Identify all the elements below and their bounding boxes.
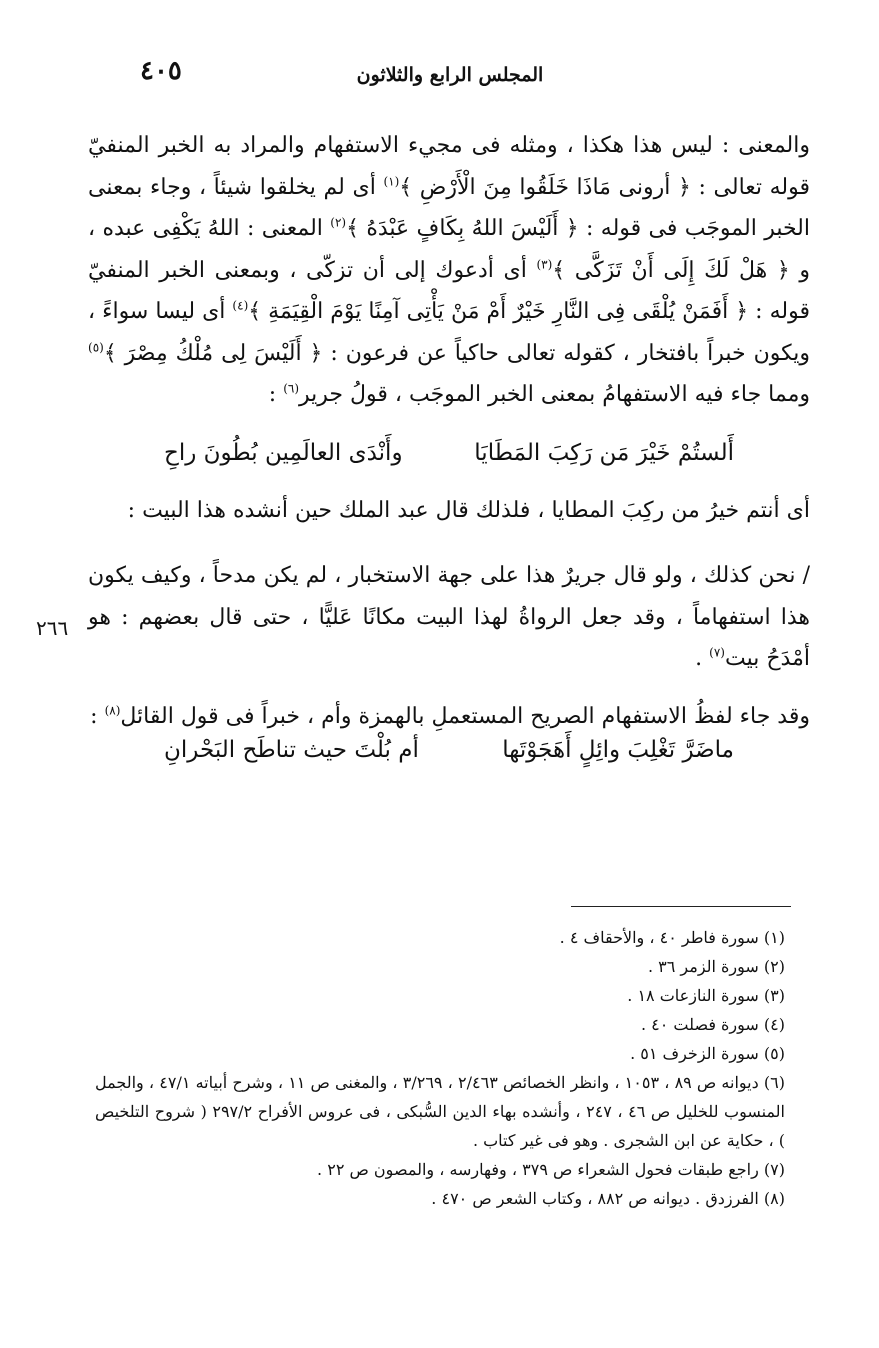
verse-line (164, 737, 734, 763)
text-segment: والمعنى : ليس هذا هكذا ، ومثله فى مجيء الاستفهام والمراد به الخبر المنفيّ قوله تعالى : ﴿ أرونى مَاذَا خَلَقُوا مِنَ الْأَرْضِ ﴾ (88, 133, 810, 200)
text-segment: / نحن كذلك ، ولو قال جريرٌ هذا على جهة الاستخبار ، لم يكن مدحاً ، وكيف يكون هذا استفهاماً ، وقد جعل الرواةُ لهذا البيت مكانًا عَليًّا ، حتى قال بعضهم : هو أمْدَحُ بيت (88, 563, 811, 671)
footnote-item: (٣) سورة النازعات ١٨ . (627, 986, 785, 1005)
verse-hemistich-first: أَلستُمْ خَيْرَ مَن رَكِبَ المَطَايَا (474, 439, 734, 466)
footnote-item: (٤) سورة فصلت ٤٠ . (640, 1015, 785, 1034)
text-segment: : (90, 703, 105, 729)
paragraph (88, 555, 810, 680)
footnote-divider (571, 906, 791, 907)
verse-hemistich-first: ماضَرَّ تَغْلِبَ وائِلٍ أَهَجَوْتَها (502, 737, 734, 763)
text-segment: وقد جاء لفظُ الاستفهام الصريح المستعملِ بالهمزة وأم ، خبراً فى قول القائل (120, 703, 810, 729)
text-segment: أى أنتم خيرُ من ركِبَ المطايا ، فلذلك قال عبد الملك حين أنشده هذا البيت : (127, 497, 810, 523)
page-number: ٤٠٥ (140, 56, 182, 86)
text-segment: . (695, 646, 710, 671)
margin-page-reference: ٢٦٦ (36, 616, 69, 640)
text-segment: أى أدعوك إلى أن تزكّى ، وبمعنى الخبر المنفيّ قوله : ﴿ أَفَمَنْ يُلْقَى فِى النَّارِ خَيْرٌ أَمْ مَنْ يَأْتِى آمِنًا يَوْمَ الْقِيَمَةِ ﴾ (88, 257, 810, 324)
verse-hemistich-second: وأَنْدَى العالَمِين بُطُونَ راحِ (164, 439, 403, 466)
footnote-ref[interactable]: (٦) (283, 381, 300, 396)
running-title: المجلس الرابع والثلاثون (356, 64, 544, 86)
footnote-ref[interactable]: (٣) (536, 257, 553, 272)
text-segment: أى لم يخلقوا شيئاً ، وجاء بمعنى الخبر الموجَب فى قوله : ﴿ أَلَيْسَ اللهُ بِكَافٍ عَبْدَهُ ﴾ (88, 174, 810, 241)
footnote-ref[interactable]: (٨) (104, 703, 121, 718)
text-segment: المعنى : اللهُ يَكْفِى عبده ، و ﴿ هَلْ لَكَ إِلَى أَنْ تَزَكَّى ﴾ (88, 216, 810, 283)
footnote-item: (٥) سورة الزخرف ٥١ . (630, 1044, 785, 1063)
page-header (100, 50, 800, 94)
footnote-item: (٢) سورة الزمر ٣٦ . (647, 957, 785, 976)
footnote-item: (٦) ديوانه ص ٨٩ ، ١٠٥٣ ، وانظر الخصائص ٢/٤٦٣ ، ٣/٢٦٩ ، والمغنى ص ١١ ، وشرح أبياته ٤٧/١ ، والجمل المنسوب للخليل ص ٤٦ ، ٢٤٧ ، وأنشده بهاء الدين السُّبكى ، فى عروس الأفراح ٢٩٧/٢ ( شروح التلخيص ) ، حكاية عن ابن الشجرى . وهو فى غير كتاب . (95, 1073, 786, 1150)
main-text (88, 125, 810, 763)
footnote-ref[interactable]: (١) (383, 174, 400, 189)
footnote-item: (٧) راجع طبقات فحول الشعراء ص ٣٧٩ ، وفهارسه ، والمصون ص ٢٢ . (317, 1160, 785, 1179)
footnotes-list (95, 923, 785, 1213)
footnote-item: (٨) الفرزدق . ديوانه ص ٨٨٢ ، وكتاب الشعر ص ٤٧٠ . (431, 1189, 785, 1208)
footnote-ref[interactable]: (٢) (330, 215, 347, 230)
verse-hemistich-second: أم بُلْتَ حيث تناطَح البَحْرانِ (164, 737, 419, 763)
footnote-ref[interactable]: (٧) (709, 645, 725, 660)
verse-line (164, 440, 734, 466)
text-segment: أى ليسا سواءً ، ويكون خبراً بافتخار ، كقوله تعالى حاكياً عن فرعون : ﴿ أَلَيْسَ لِى مُلْكُ مِصْرَ ﴾ (88, 299, 810, 366)
footnote-ref[interactable]: (٥) (88, 340, 104, 355)
text-segment: : (268, 382, 284, 407)
footnote-item: (١) سورة فاطر ٤٠ ، والأحقاف ٤ . (559, 928, 785, 947)
paragraph (88, 696, 810, 738)
footnote-ref[interactable]: (٤) (232, 298, 249, 313)
paragraph (88, 125, 810, 416)
text-segment: ومما جاء فيه الاستفهامُ بمعنى الخبر الموجَب ، قولُ جرير (299, 382, 810, 407)
paragraph (88, 490, 810, 532)
